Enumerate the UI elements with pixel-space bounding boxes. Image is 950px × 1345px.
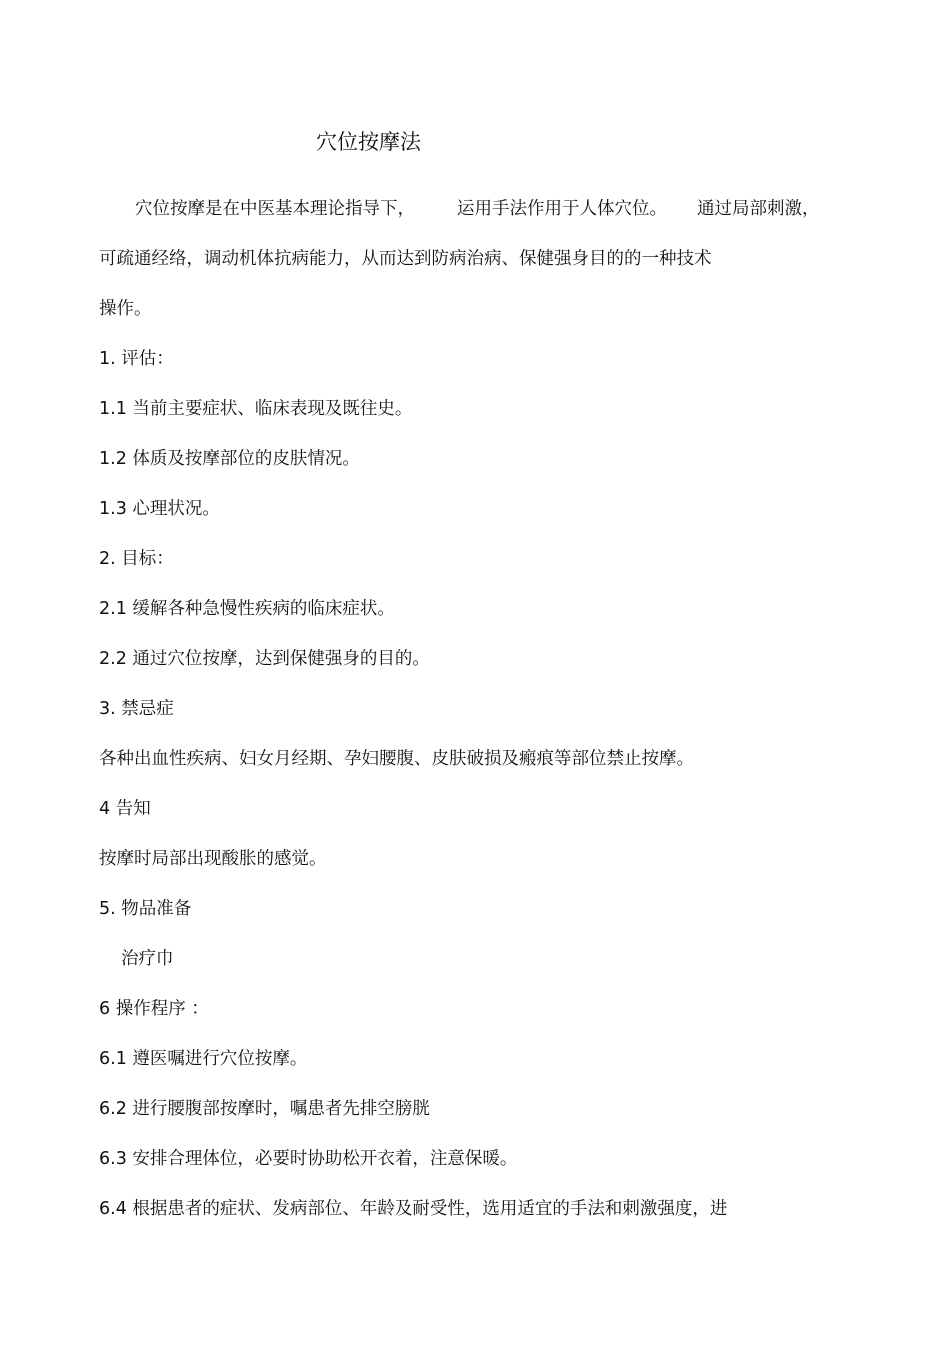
section-heading-notice: 4 告知 <box>99 799 151 819</box>
procedure-item-2: 6.2 进行腰腹部按摩时，嘱患者先排空膀胱 <box>99 1099 430 1119</box>
intro-line-1-part-c: 通过局部刺激， <box>697 199 820 219</box>
intro-line-3: 操作。 <box>99 299 152 319</box>
document-title: 穴位按摩法 <box>316 130 421 154</box>
items-text: 治疗巾 <box>121 949 174 969</box>
intro-line-2: 可疏通经络，调动机体抗病能力，从而达到防病治病、保健强身目的的一种技术 <box>99 249 712 269</box>
goal-item-2: 2.2 通过穴位按摩，达到保健强身的目的。 <box>99 649 430 669</box>
section-heading-contraindications: 3. 禁忌症 <box>99 699 174 719</box>
section-heading-goals: 2. 目标： <box>99 549 174 569</box>
section-heading-assessment: 1. 评估： <box>99 349 174 369</box>
procedure-item-1: 6.1 遵医嘱进行穴位按摩。 <box>99 1049 308 1069</box>
goal-item-1: 2.1 缓解各种急慢性疾病的临床症状。 <box>99 599 395 619</box>
section-heading-items: 5. 物品准备 <box>99 899 192 919</box>
assessment-item-1: 1.1 当前主要症状、临床表现及既往史。 <box>99 399 413 419</box>
procedure-item-3: 6.3 安排合理体位，必要时协助松开衣着，注意保暖。 <box>99 1149 518 1169</box>
procedure-item-4: 6.4 根据患者的症状、发病部位、年龄及耐受性，选用适宜的手法和刺激强度，进 <box>99 1199 728 1219</box>
assessment-item-2: 1.2 体质及按摩部位的皮肤情况。 <box>99 449 360 469</box>
intro-line-1-part-b: 运用手法作用于人体穴位。 <box>457 199 667 219</box>
section-heading-procedure: 6 操作程序 ： <box>99 999 209 1019</box>
contraindications-text: 各种出血性疾病、妇女月经期、孕妇腰腹、皮肤破损及瘢痕等部位禁止按摩。 <box>99 749 694 769</box>
assessment-item-3: 1.3 心理状况。 <box>99 499 220 519</box>
notice-text: 按摩时局部出现酸胀的感觉。 <box>99 849 327 869</box>
intro-line-1-part-a: 穴位按摩是在中医基本理论指导下， <box>135 199 415 219</box>
